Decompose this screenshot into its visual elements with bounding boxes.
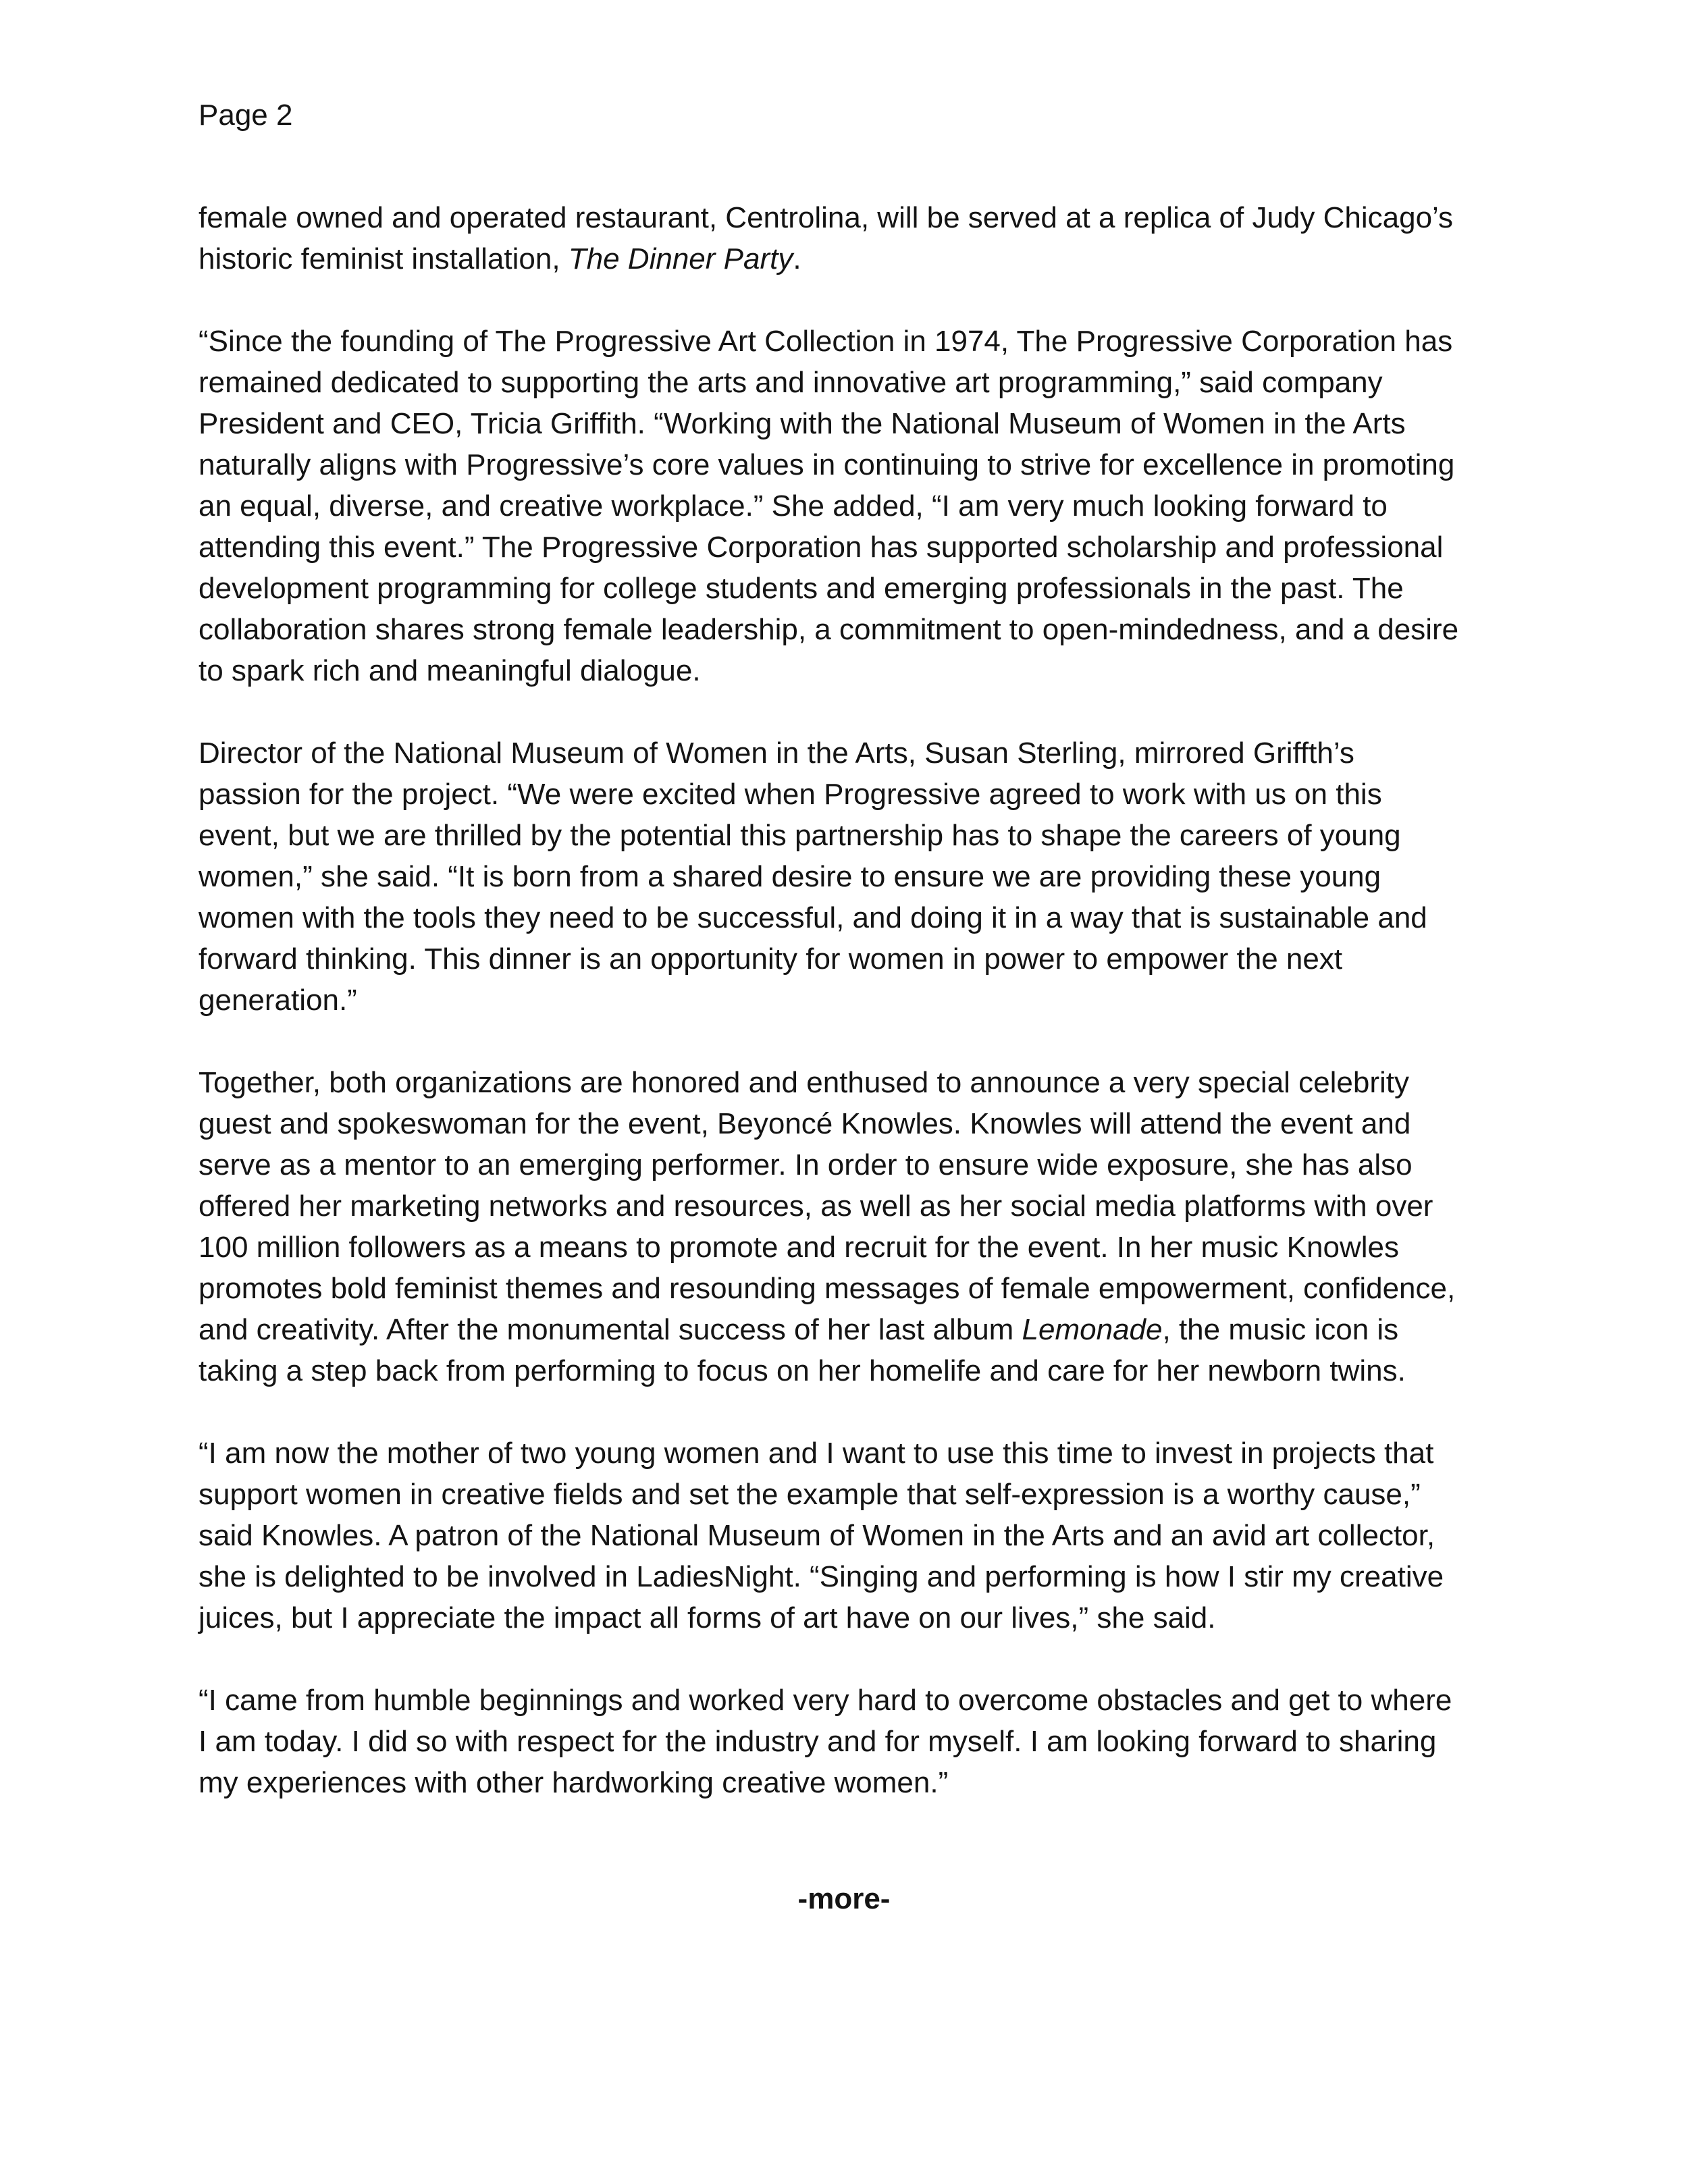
text-line: development programming for college students and emerging professionals in the past. The (199, 572, 1404, 605)
text-line: “Since the founding of The Progressive Art Collection in 1974, The Progressive Corporation has (199, 325, 1453, 358)
continuation-marker: -more- (797, 1882, 891, 1915)
text-line: I am today. I did so with respect for the industry and for myself. I am looking forward to sharing (199, 1725, 1437, 1758)
text-segment: . (793, 242, 801, 275)
text-line: said Knowles. A patron of the National Museum of Women in the Arts and an avid art collector, (199, 1519, 1435, 1552)
text-line: President and CEO, Tricia Griffith. “Working with the National Museum of Women in the Arts (199, 407, 1406, 440)
paragraph (199, 1680, 1502, 1803)
paragraph (199, 733, 1502, 1021)
paragraph (199, 321, 1502, 691)
text-line: guest and spokeswoman for the event, Beyoncé Knowles. Knowles will attend the event and (199, 1107, 1411, 1140)
text-line (199, 1309, 1502, 1350)
paragraph (199, 197, 1502, 279)
text-line: serve as a mentor to an emerging performer. In order to ensure wide exposure, she has also (199, 1148, 1413, 1181)
italic-title: The Dinner Party (568, 242, 793, 275)
text-line: Together, both organizations are honored and enthused to announce a very special celebrity (199, 1066, 1409, 1099)
text-line: women with the tools they need to be successful, and doing it in a way that is sustainable and (199, 901, 1427, 934)
italic-title: Lemonade (1022, 1313, 1163, 1346)
text-line: “I am now the mother of two young women and I want to use this time to invest in projects that (199, 1437, 1434, 1470)
text-line (199, 238, 1502, 279)
paragraph (199, 1062, 1502, 1391)
text-line: 100 million followers as a means to promote and recruit for the event. In her music Knowles (199, 1231, 1399, 1264)
text-line: “I came from humble beginnings and worked very hard to overcome obstacles and get to where (199, 1684, 1452, 1717)
text-line: my experiences with other hardworking creative women.” (199, 1766, 949, 1799)
text-line: generation.” (199, 984, 357, 1017)
text-segment: , the music icon is (1162, 1313, 1399, 1346)
text-line: attending this event.” The Progressive Corporation has supported scholarship and professional (199, 531, 1444, 564)
text-line: female owned and operated restaurant, Centrolina, will be served at a replica of Judy Chicago’s (199, 201, 1454, 234)
text-line: she is delighted to be involved in LadiesNight. “Singing and performing is how I stir my creative (199, 1560, 1444, 1593)
text-segment: historic feminist installation, (199, 242, 569, 275)
text-line: offered her marketing networks and resources, as well as her social media platforms with over (199, 1190, 1433, 1223)
text-line: remained dedicated to supporting the arts and innovative art programming,” said company (199, 366, 1383, 399)
text-line: taking a step back from performing to focus on her homelife and care for her newborn twins. (199, 1354, 1406, 1387)
text-line: passion for the project. “We were excited when Progressive agreed to work with us on this (199, 778, 1382, 811)
body-text (199, 197, 1502, 1844)
text-line: juices, but I appreciate the impact all forms of art have on our lives,” she said. (199, 1601, 1216, 1634)
page-number: Page 2 (199, 99, 293, 132)
paragraph (199, 1433, 1502, 1639)
text-line: support women in creative fields and set the example that self-expression is a worthy cause,” (199, 1478, 1421, 1511)
text-line: forward thinking. This dinner is an opportunity for women in power to empower the next (199, 942, 1343, 976)
text-line: women,” she said. “It is born from a shared desire to ensure we are providing these young (199, 860, 1381, 893)
text-line: to spark rich and meaningful dialogue. (199, 654, 701, 687)
text-line: naturally aligns with Progressive’s core values in continuing to strive for excellence in promoting (199, 448, 1455, 481)
text-line: collaboration shares strong female leadership, a commitment to open-mindedness, and a desire (199, 613, 1459, 646)
text-line: an equal, diverse, and creative workplace.” She added, “I am very much looking forward to (199, 489, 1388, 523)
text-line: promotes bold feminist themes and resounding messages of female empowerment, confidence, (199, 1272, 1456, 1305)
text-segment: and creativity. After the monumental success of her last album (199, 1313, 1022, 1346)
text-line: Director of the National Museum of Women in the Arts, Susan Sterling, mirrored Griffth’s (199, 737, 1354, 770)
text-line: event, but we are thrilled by the potential this partnership has to shape the careers of young (199, 819, 1401, 852)
